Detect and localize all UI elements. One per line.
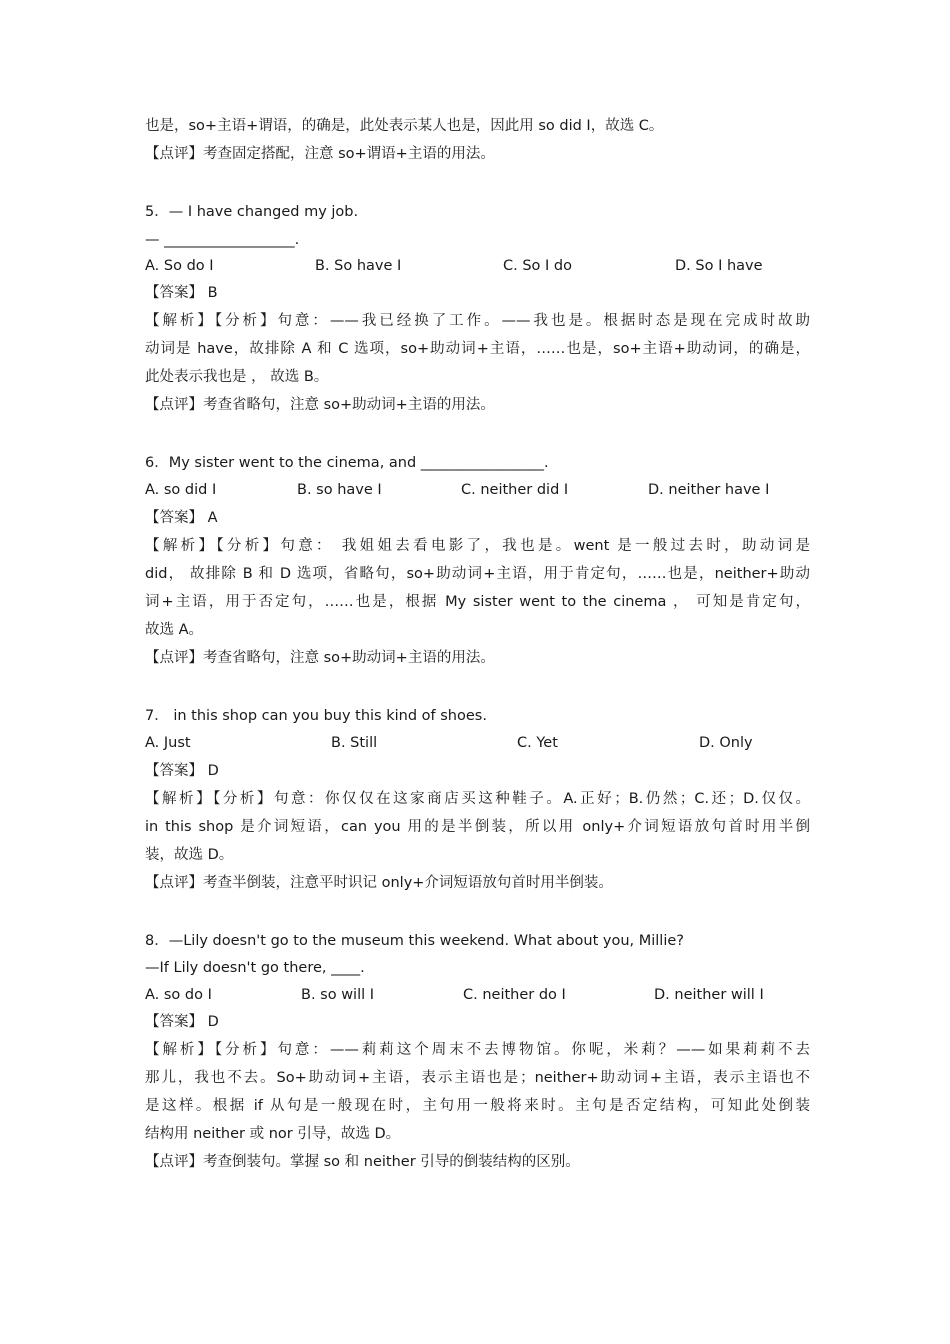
q5-stem: 5．— I have changed my job.	[145, 204, 359, 220]
q7-option-d: D. Only	[699, 735, 753, 751]
q7-stem: 7． in this shop can you buy this kind of shoes.	[145, 708, 487, 724]
q8-answer: 【答案】 D	[145, 1014, 219, 1030]
q7-option-c: C. Yet	[517, 735, 558, 751]
q6-option-b: B. so have I	[297, 482, 382, 498]
q6-analysis-line: did， 故排除 B 和 D 选项，省略句，so+助动词+主语，用于肯定句，……也是，neither+助动	[145, 566, 810, 582]
q8-stem: 8．—Lily doesn't go to the museum this weekend. What about you, Millie?	[145, 933, 684, 949]
q7-option-b: B. Still	[331, 735, 378, 751]
q6-option-c: C. neither did I	[461, 482, 569, 498]
q8-option-d: D. neither will I	[654, 987, 764, 1003]
q8-comment: 【点评】考查倒装句。掌握 so 和 neither 引导的倒装结构的区别。	[145, 1154, 580, 1170]
intro-line: 也是，so+主语+谓语，的确是，此处表示某人也是，因此用 so did I，故选 C。	[145, 118, 664, 134]
q8-reply: —If Lily doesn't go there, ____.	[145, 960, 365, 976]
intro-comment: 【点评】考查固定搭配，注意 so+谓语+主语的用法。	[145, 146, 495, 162]
q7-analysis-line: 装，故选 D。	[145, 847, 234, 863]
q5-option-a: A. So do I	[145, 258, 214, 274]
q8-analysis-line: 那儿，我也不去。So+助动词+主语，表示主语也是；neither+助动词+主语，表示主语也不	[145, 1070, 810, 1086]
q8-option-a: A. so do I	[145, 987, 212, 1003]
q8-option-b: B. so will I	[301, 987, 375, 1003]
q5-analysis-line: 此处表示我也是 ， 故选 B。	[145, 369, 329, 385]
q5-analysis-line: 动词是 have，故排除 A 和 C 选项，so+助动词+主语，……也是，so+主语+助动词，的确是，	[145, 341, 810, 357]
q7-option-a: A. Just	[145, 735, 191, 751]
q5-analysis-line: 【解析】【分析】句意：——我已经换了工作。——我也是。根据时态是现在完成时故助	[145, 313, 810, 329]
q8-analysis-line: 是这样。根据 if 从句是一般现在时，主句用一般将来时。主句是否定结构，可知此处倒装	[145, 1098, 810, 1114]
q7-answer: 【答案】 D	[145, 763, 219, 779]
q6-comment: 【点评】考查省略句，注意 so+助动词+主语的用法。	[145, 650, 495, 666]
q5-option-d: D. So I have	[675, 258, 763, 274]
q5-comment: 【点评】考查省略句，注意 so+助动词+主语的用法。	[145, 397, 495, 413]
q7-analysis-line: in this shop 是介词短语，can you 用的是半倒装，所以用 only+介词短语放句首时用半倒	[145, 819, 810, 835]
q8-option-c: C. neither do I	[463, 987, 566, 1003]
q6-analysis-line: 故选 A。	[145, 622, 204, 638]
q6-stem: 6．My sister went to the cinema, and _________________.	[145, 455, 549, 471]
q5-answer: 【答案】 B	[145, 285, 218, 301]
q7-analysis-line: 【解析】【分析】句意：你仅仅在这家商店买这种鞋子。A.正好；B.仍然；C.还；D.仅仅。	[145, 791, 810, 807]
q8-analysis-line: 结构用 neither 或 nor 引导，故选 D。	[145, 1126, 401, 1142]
q6-answer: 【答案】 A	[145, 510, 218, 526]
q8-analysis-line: 【解析】【分析】句意：——莉莉这个周末不去博物馆。你呢，米莉？——如果莉莉不去	[145, 1042, 810, 1058]
q5-option-b: B. So have I	[315, 258, 402, 274]
q6-option-a: A. so did I	[145, 482, 217, 498]
q6-analysis-line: 词+主语，用于否定句，……也是，根据 My sister went to the cinema ， 可知是肯定句，	[145, 594, 810, 610]
q5-option-c: C. So I do	[503, 258, 572, 274]
q5-reply: — __________________.	[145, 232, 300, 248]
q7-comment: 【点评】考查半倒装，注意平时识记 only+介词短语放句首时用半倒装。	[145, 875, 613, 891]
q6-option-d: D. neither have I	[648, 482, 770, 498]
q6-analysis-line: 【解析】【分析】句意： 我姐姐去看电影了，我也是。went 是一般过去时，助动词是	[145, 538, 810, 554]
